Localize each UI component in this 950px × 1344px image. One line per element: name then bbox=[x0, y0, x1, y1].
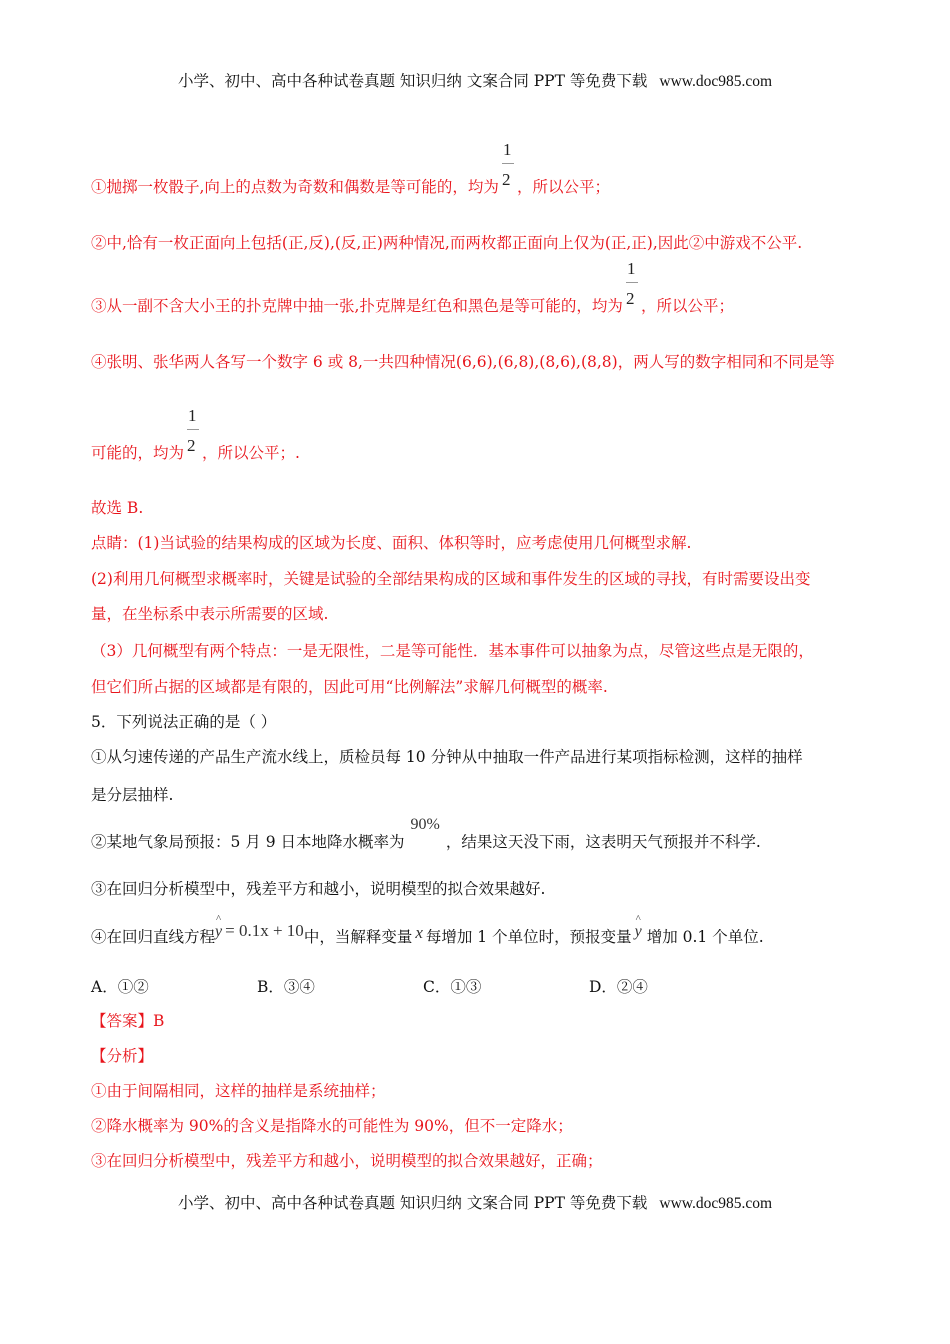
statement-text: ②某地气象局预报：5 月 9 日本地降水概率为 bbox=[91, 833, 405, 851]
fraction-one-half bbox=[186, 406, 200, 458]
tip-2-line2: 量，在坐标系中表示所需要的区域. bbox=[91, 605, 329, 623]
solution-item-4-line2 bbox=[91, 406, 300, 463]
statement-1-line1: ①从匀速传递的产品生产流水线上，质检员每 10 分钟从中抽取一件产品进行某项指标检测，这样的抽样 bbox=[91, 748, 803, 766]
question-5-stem: 5．下列说法正确的是（ ） bbox=[91, 713, 277, 731]
frac-numerator: 1 bbox=[502, 140, 512, 159]
regression-equation: = 0.1x + 10 bbox=[225, 921, 304, 940]
option-c: C．①③ bbox=[423, 978, 482, 996]
page-header bbox=[0, 69, 950, 91]
fraction-one-half bbox=[625, 259, 639, 311]
solution-item-4-line1: ④张明、张华两人各写一个数字 6 或 8,一共四种情况(6,6),(6,8),(8,6),(8,8)，两人写的数字相同和不同是等 bbox=[91, 353, 835, 371]
item-text-after: ，所以公平；. bbox=[202, 444, 300, 462]
header-text: 小学、初中、高中各种试卷真题 知识归纳 文案合同 PPT 等免费下载 bbox=[177, 72, 648, 90]
tip-3-line2: 但它们所占据的区域都是有限的，因此可用“比例解法”求解几何概型的概率. bbox=[91, 678, 608, 696]
frac-denominator: 2 bbox=[501, 170, 511, 189]
probability-value: 90% bbox=[410, 816, 440, 833]
frac-denominator: 2 bbox=[187, 436, 196, 455]
tip-3-line1: （3）几何概型有两个特点：一是无限性，二是等可能性．基本事件可以抽象为点，尽管这些点是无限的， bbox=[91, 642, 814, 660]
item-text: ①抛掷一枚骰子,向上的点数为奇数和偶数是等可能的，均为 bbox=[91, 178, 499, 196]
conclusion: 故选 B. bbox=[91, 499, 144, 517]
frac-bar bbox=[626, 282, 638, 283]
solution-item-3 bbox=[91, 259, 734, 316]
frac-bar bbox=[502, 163, 514, 164]
item-text: ③从一副不含大小王的扑克牌中抽一张,扑克牌是红色和黑色是等可能的，均为 bbox=[91, 297, 623, 315]
tip-1: 点睛：(1)当试验的结果构成的区域为长度、面积、体积等时，应考虑使用几何概型求解. bbox=[91, 534, 692, 552]
footer-url: www.doc985.com bbox=[659, 1195, 773, 1212]
header-url: www.doc985.com bbox=[659, 73, 773, 90]
statement-text: ④在回归直线方程 bbox=[91, 928, 216, 946]
statement-text-after: ，结果这天没下雨，这表明天气预报并不科学. bbox=[445, 833, 761, 851]
tip-2-line1: (2)利用几何概型求概率时，关键是试验的全部结果构成的区域和事件发生的区域的寻找，有时需要设出变 bbox=[91, 570, 811, 588]
fraction-one-half bbox=[501, 140, 515, 192]
analysis-3: ③在回归分析模型中，残差平方和越小，说明模型的拟合效果越好，正确； bbox=[91, 1152, 603, 1170]
frac-numerator: 1 bbox=[188, 406, 197, 425]
solution-item-1 bbox=[91, 140, 610, 197]
frac-bar bbox=[187, 429, 199, 430]
statement-text-after: 增加 0.1 个单位. bbox=[646, 928, 764, 946]
statement-text-mid: 中，当解释变量 bbox=[303, 928, 413, 946]
frac-numerator: 1 bbox=[626, 259, 636, 278]
y-hat-symbol: ^ y bbox=[215, 922, 222, 942]
statement-2 bbox=[91, 816, 761, 853]
statement-3: ③在回归分析模型中，残差平方和越小，说明模型的拟合效果越好. bbox=[91, 880, 546, 898]
analysis-2: ②降水概率为 90%的含义是指降水的可能性为 90%，但不一定降水； bbox=[91, 1117, 573, 1135]
footer-text: 小学、初中、高中各种试卷真题 知识归纳 文案合同 PPT 等免费下载 bbox=[177, 1194, 648, 1212]
statement-text-mid2: 每增加 1 个单位时，预报变量 bbox=[425, 928, 632, 946]
x-variable: x bbox=[415, 923, 423, 942]
option-b: B．③④ bbox=[257, 978, 315, 996]
solution-item-2: ②中,恰有一枚正面向上包括(正,反),(反,正)两种情况,而两枚都正面向上仅为(正,正),因此②中游戏不公平. bbox=[91, 234, 803, 252]
analysis-1: ①由于间隔相同，这样的抽样是系统抽样； bbox=[91, 1082, 386, 1100]
frac-denominator: 2 bbox=[625, 289, 635, 308]
item-text: 可能的，均为 bbox=[91, 444, 185, 462]
answer-label: 【答案】B bbox=[91, 1012, 165, 1030]
page-footer bbox=[0, 1191, 950, 1213]
statement-1-line2: 是分层抽样. bbox=[91, 786, 174, 804]
item-text-after: ，所以公平； bbox=[640, 297, 734, 315]
item-text-after: ，所以公平； bbox=[516, 178, 610, 196]
statement-4 bbox=[91, 921, 764, 948]
y-hat-symbol-2: ^ y bbox=[635, 922, 642, 942]
option-a: A．①② bbox=[91, 978, 149, 996]
option-d: D．②④ bbox=[589, 978, 648, 996]
analysis-label: 【分析】 bbox=[91, 1047, 154, 1065]
